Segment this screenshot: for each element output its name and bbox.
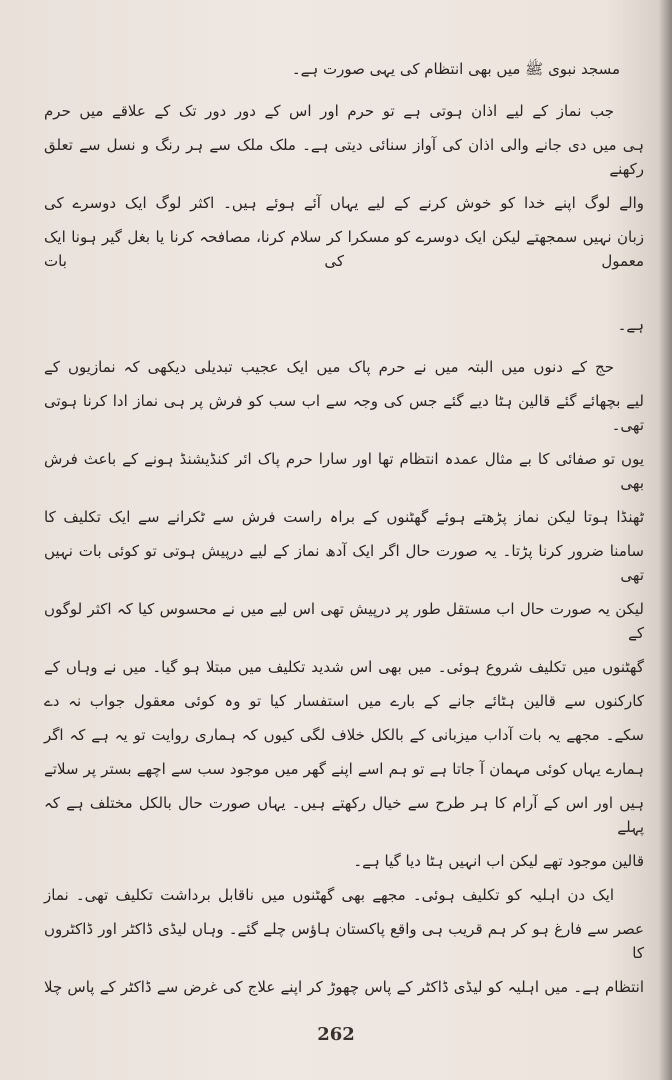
text-line: ٹھنڈا ہوتا لیکن نماز پڑھتے ہوئے گھٹنوں کے براہ راست فرش سے ٹکرانے سے ایک تکلیف کا — [44, 508, 644, 526]
text-line: سامنا ضرور کرنا پڑتا۔ یہ صورت حال اگر ایک آدھ نماز کے لیے درپیش ہوتی تو کوئی بات نہیں تھی — [44, 542, 644, 584]
text-line: سکے۔ مجھے یہ بات آداب میزبانی کے بالکل خلاف لگی کیوں کہ ہماری روایت تو یہ ہے کہ اگر — [44, 726, 644, 744]
text-line: زبان نہیں سمجھتے لیکن ایک دوسرے کو مسکرا کر سلام کرنا، مصافحہ کرنا یا بغل گیر ہونا ایک معمول کی بات — [44, 228, 644, 270]
text-line: ہے۔ — [617, 316, 644, 334]
text-line: کارکنوں سے قالین ہٹائے جانے کے بارے میں استفسار کیا تو وہ کوئی معقول جواب نہ دے — [44, 692, 644, 710]
page-number: 262 — [317, 1024, 355, 1045]
text-line: لیے بچھائے گئے قالین ہٹا دیے گئے جس کی وجہ سے اب سب کو فرش پر ہی نماز ادا کرنا ہوتی تھی۔ — [44, 392, 644, 434]
text-line: جب نماز کے لیے اذان ہوتی ہے تو حرم اور اس کے دور دور تک کے علاقے میں حرم — [44, 102, 614, 120]
text-line: ہی میں دی جانے والی اذان کی آواز سنائی دیتی ہے۔ ملک ملک سے ہر رنگ و نسل سے تعلق رکھنے — [44, 136, 644, 178]
text-line: لیکن یہ صورت حال اب مستقل طور پر درپیش تھی اس لیے میں نے محسوس کیا کہ اکثر لوگوں کے — [44, 600, 644, 642]
book-page — [44, 52, 644, 1004]
text-line: گھٹنوں میں تکلیف شروع ہوئی۔ میں بھی اس شدید تکلیف میں مبتلا ہو گیا۔ میں نے وہاں کے — [44, 658, 644, 676]
text-line: ہیں اور اس کے آرام کا ہر طرح سے خیال رکھتے ہیں۔ یہاں صورت حال بالکل مختلف ہے کہ پہلے — [44, 794, 644, 836]
text-line: یوں تو صفائی کا بے مثال عمدہ انتظام تھا اور سارا حرم پاک ائر کنڈیشنڈ ہونے کے باعث فرش بھی — [44, 450, 644, 492]
text-line: قالین موجود تھے لیکن اب انہیں ہٹا دیا گیا ہے۔ — [353, 852, 644, 870]
text-line: مسجد نبوی ﷺ میں بھی انتظام کی یہی صورت ہے۔ — [291, 60, 620, 78]
text-line: عصر سے فارغ ہو کر ہم قریب ہی واقع پاکستان ہاؤس چلے گئے۔ وہاں لیڈی ڈاکٹر اور ڈاکٹروں کا — [44, 920, 644, 962]
text-line: حج کے دنوں میں البتہ میں نے حرم پاک میں ایک عجیب تبدیلی دیکھی کہ نمازیوں کے — [44, 358, 614, 376]
text-line: والے لوگ اپنے خدا کو خوش کرنے کے لیے یہاں آئے ہوئے ہیں۔ اکثر لوگ ایک دوسرے کی — [44, 194, 644, 212]
text-line: ایک دن اہلیہ کو تکلیف ہوئی۔ مجھے بھی گھٹنوں میں ناقابل برداشت تکلیف تھی۔ نماز — [44, 886, 614, 904]
text-line: انتظام ہے۔ میں اہلیہ کو لیڈی ڈاکٹر کے پاس چھوڑ کر اپنے علاج کی غرض سے ڈاکٹر کے پاس چلا — [44, 978, 644, 996]
text-line: ہمارے یہاں کوئی مہمان آ جاتا ہے تو ہم اسے اپنے گھر میں موجود سب سے اچھے بستر پر سلاتے — [44, 760, 644, 778]
